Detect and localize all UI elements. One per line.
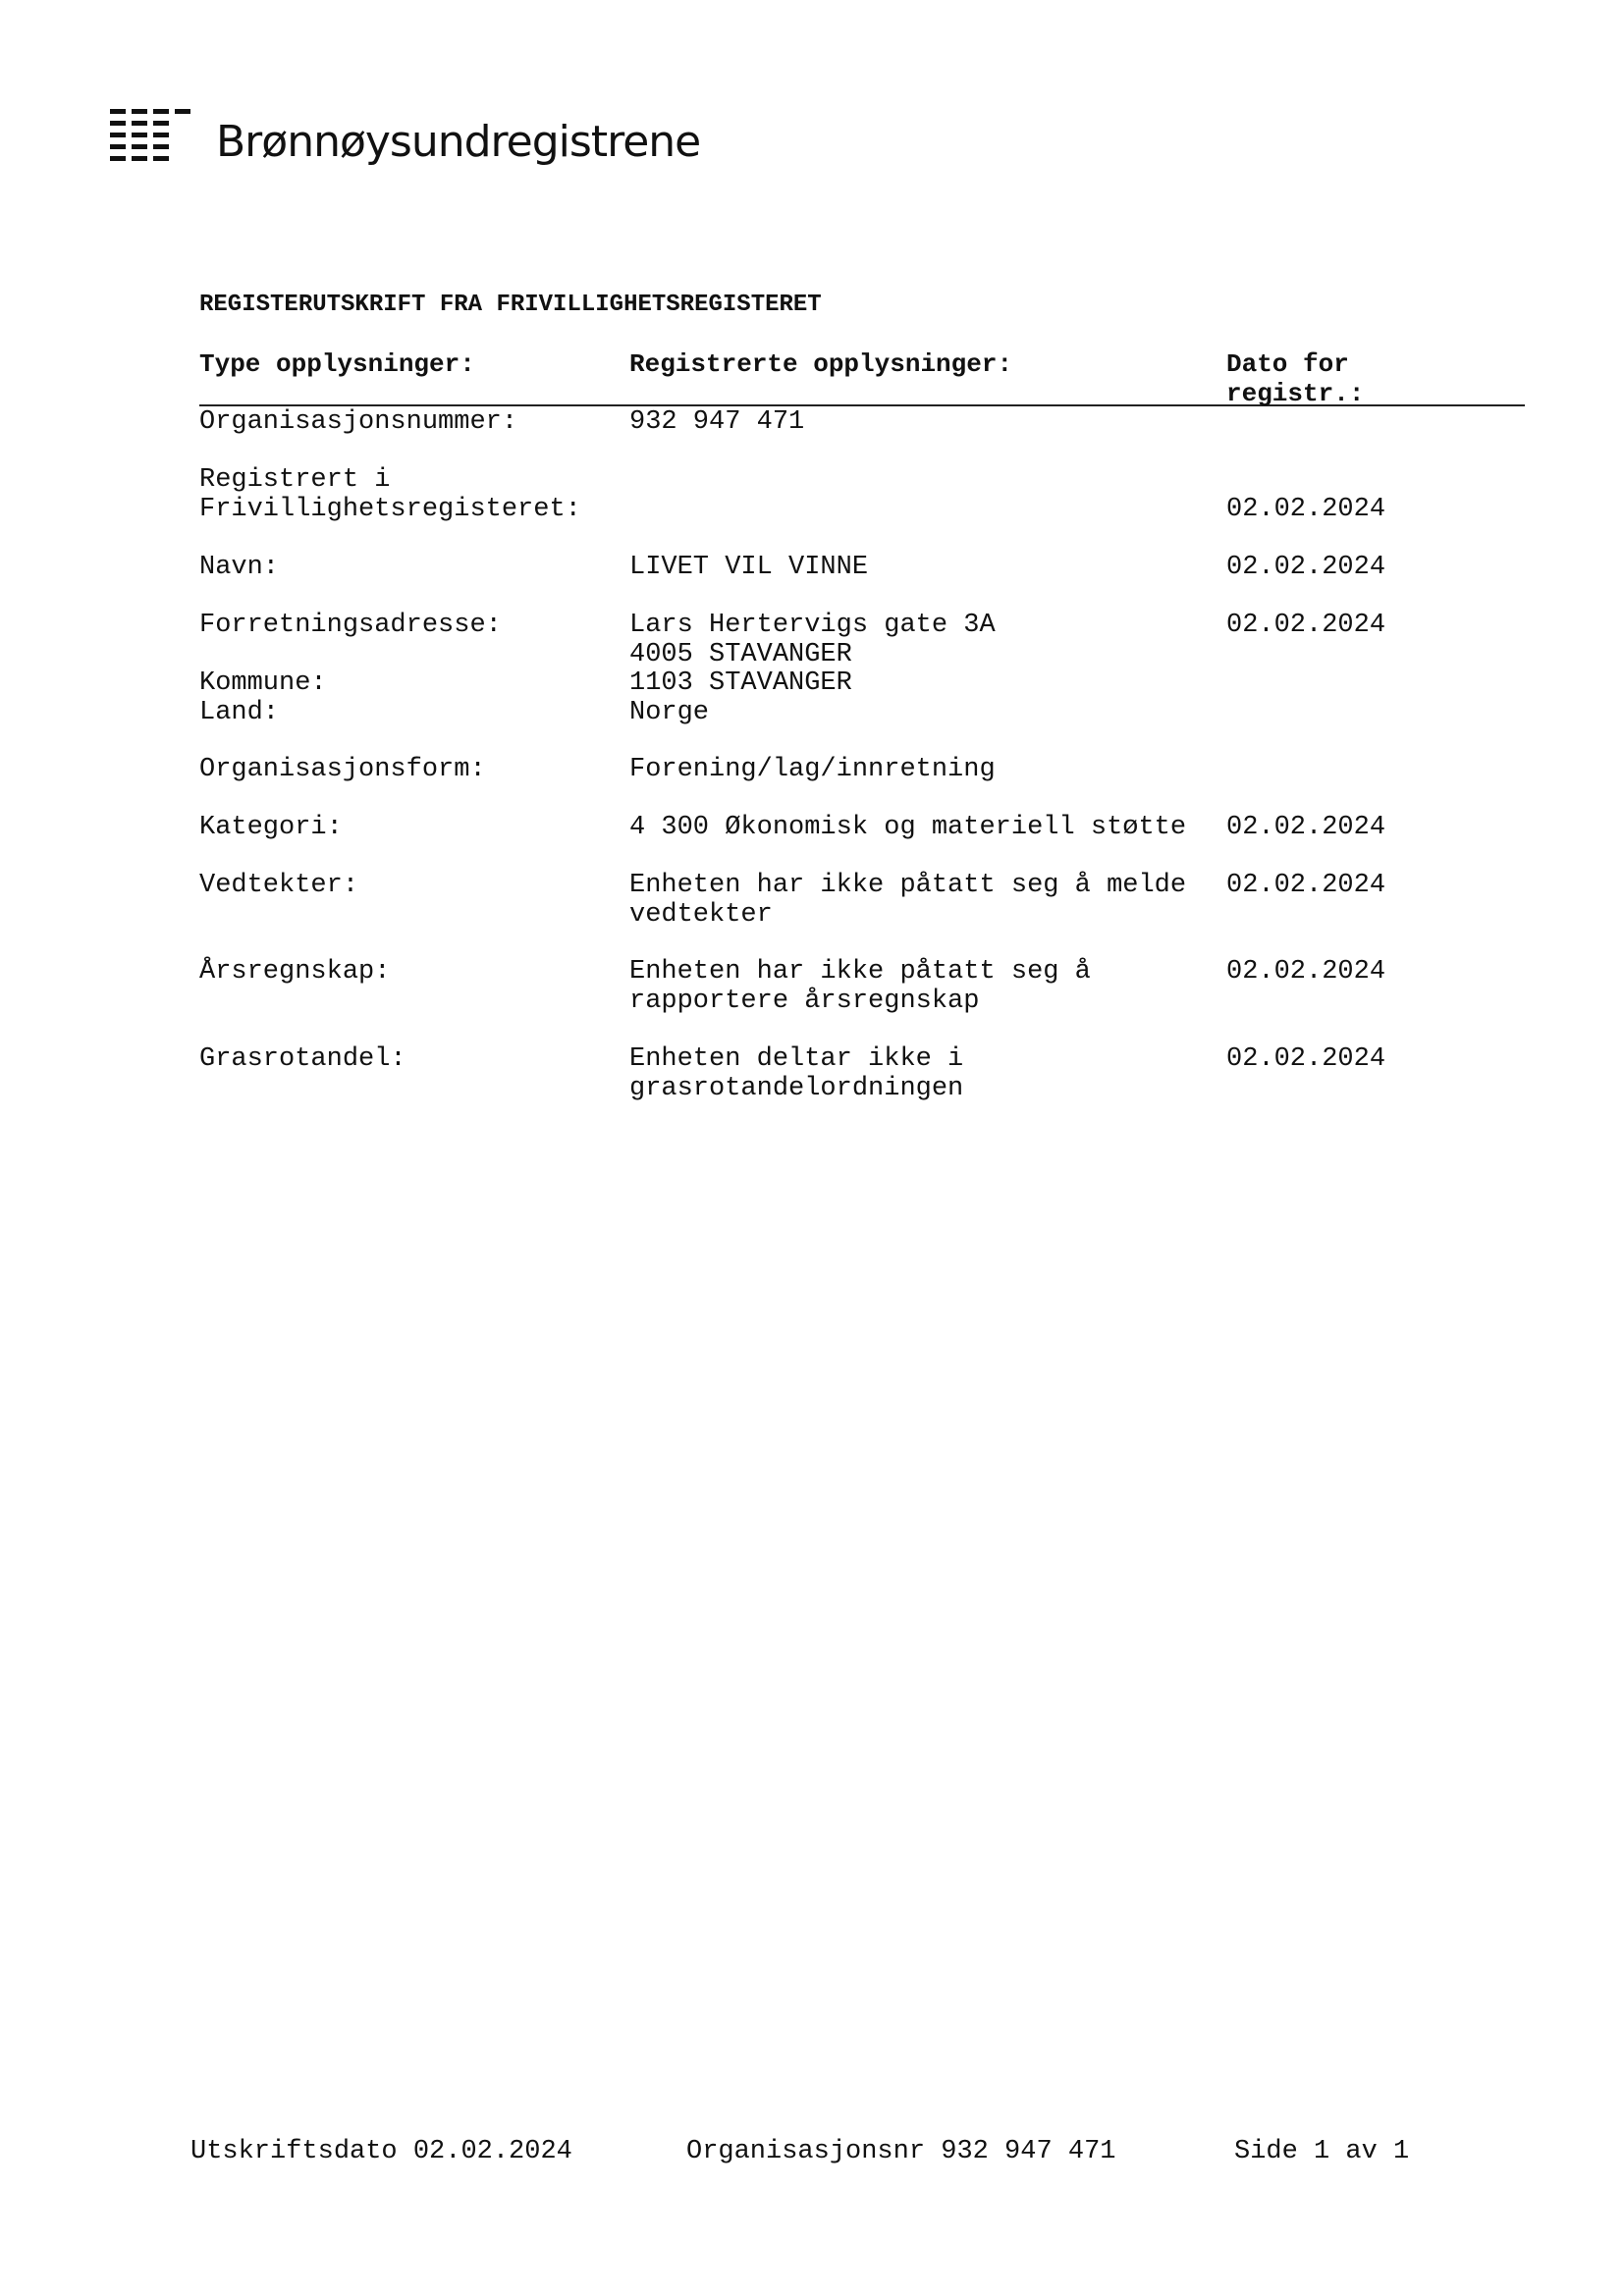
row-value: LIVET VIL VINNE [629, 553, 869, 582]
header-registered: Registrerte opplysninger: [629, 349, 1013, 379]
row-value: 1103 STAVANGER Norge [629, 668, 852, 727]
row-date: 02.02.2024 [1226, 871, 1386, 900]
row-value: Enheten deltar ikke i grasrotandelordningen [629, 1044, 964, 1103]
row-label: Navn: [199, 553, 280, 582]
row-date: 02.02.2024 [1226, 1044, 1386, 1074]
row-date: 02.02.2024 [1226, 494, 1386, 524]
brand-name: Brønnøysundregistrene [216, 116, 701, 167]
row-label: Årsregnskap: [199, 957, 391, 987]
row-value: 932 947 471 [629, 407, 805, 437]
row-date: 02.02.2024 [1226, 957, 1386, 987]
footer-page-number: Side 1 av 1 [1234, 2137, 1410, 2166]
row-label: Forretningsadresse: [199, 611, 502, 640]
row-label: Registrert i Frivillighetsregisteret: [199, 465, 581, 524]
header-date-line2: registr.: [1226, 379, 1365, 408]
header-date [1226, 349, 1364, 408]
row-date: 02.02.2024 [1226, 611, 1386, 640]
table-header [199, 349, 1525, 406]
row-value: Enheten har ikke påtatt seg å rapportere årsregnskap [629, 957, 1091, 1016]
document-title: REGISTERUTSKRIFT FRA FRIVILLIGHETSREGISTERET [199, 292, 822, 318]
header-type: Type opplysninger: [199, 349, 475, 379]
footer-print-date: Utskriftsdato 02.02.2024 [190, 2137, 572, 2166]
row-label: Organisasjonsform: [199, 755, 486, 784]
row-value: Forening/lag/innretning [629, 755, 996, 784]
footer-org-number: Organisasjonsnr 932 947 471 [686, 2137, 1116, 2166]
row-value: Enheten har ikke påtatt seg å melde vedtekter [629, 871, 1187, 930]
row-label: Kommune: Land: [199, 668, 327, 727]
row-label: Grasrotandel: [199, 1044, 406, 1074]
brand-logo [110, 98, 700, 167]
row-label: Vedtekter: [199, 871, 359, 900]
row-label: Kategori: [199, 813, 343, 842]
header-date-line1: Dato for [1226, 349, 1349, 379]
row-label: Organisasjonsnummer: [199, 407, 518, 437]
registry-bars-icon [110, 101, 190, 164]
row-date: 02.02.2024 [1226, 813, 1386, 842]
row-date: 02.02.2024 [1226, 553, 1386, 582]
row-value: Lars Hertervigs gate 3A 4005 STAVANGER [629, 611, 996, 669]
row-value: 4 300 Økonomisk og materiell støtte [629, 813, 1187, 842]
